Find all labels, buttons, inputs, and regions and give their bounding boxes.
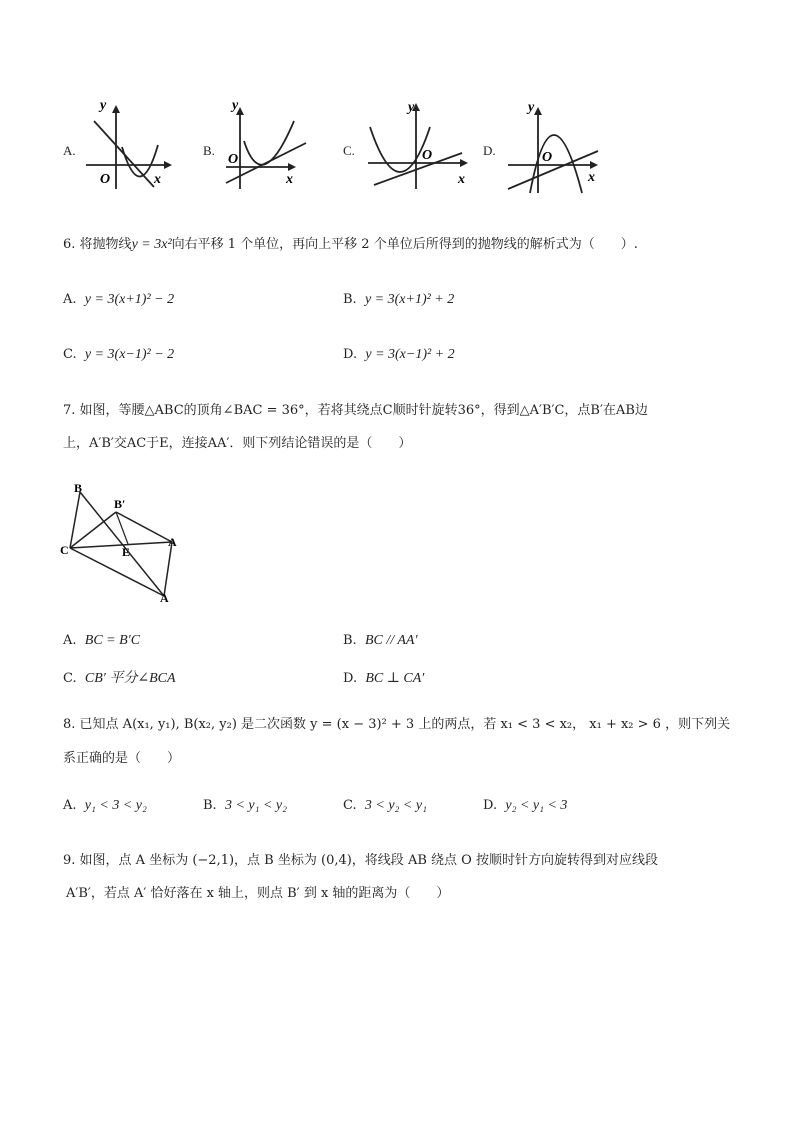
q8-option-d[interactable] <box>483 797 567 815</box>
q8-option-b[interactable] <box>203 797 287 815</box>
y-axis-label: y <box>100 98 107 113</box>
q8-option-b-label: B. <box>203 798 217 813</box>
label-e: E <box>122 545 131 559</box>
x-axis-arrow <box>288 163 296 171</box>
x-axis-arrow <box>590 161 598 169</box>
y-axis-label: y <box>232 98 239 113</box>
segment-bc <box>70 492 80 548</box>
q8-option-a-label: A. <box>63 798 77 813</box>
q6-expr: y = 3x² <box>131 237 172 252</box>
segment-b-prime-a-prime <box>116 512 172 542</box>
x-axis-label: x <box>286 172 293 187</box>
segment-ca <box>70 548 164 596</box>
q7-stem-line1 <box>63 402 648 420</box>
q6-option-b[interactable] <box>343 291 454 309</box>
origin-label: O <box>100 172 111 187</box>
x-axis-arrow <box>460 159 468 167</box>
parabola <box>370 127 433 172</box>
q7-option-d-label: D. <box>343 671 358 686</box>
q5-option-d-label: D. <box>483 143 496 158</box>
q7-option-c-label: C. <box>63 671 77 686</box>
q5-graph-a <box>82 97 178 193</box>
q6-text-after: 向右平移 1 个单位，再向上平移 2 个单位后所得到的抛物线的解析式为（ ）. <box>171 237 638 252</box>
label-b-prime: B′ <box>114 497 126 511</box>
x-axis-label: x <box>588 170 595 185</box>
q7-option-b-expr: BC // AA′ <box>364 633 418 648</box>
label-a: A <box>160 591 169 605</box>
q6-option-b-label: B. <box>343 292 357 307</box>
label-b: B <box>74 481 83 495</box>
x-axis-label: x <box>458 172 465 187</box>
q7-line1-text: 如图，等腰△ABC的顶角∠BAC = 36°，若将其绕点C顺时针旋转36°，得到△A′B′C，点B′在AB边 <box>79 403 648 418</box>
origin-label: O <box>228 152 239 167</box>
q6-text-before: 将抛物线 <box>79 237 132 252</box>
q6-option-c-label: C. <box>63 347 77 362</box>
q6-option-d-expr: y = 3(x−1)² + 2 <box>365 347 455 362</box>
q5-graph-b <box>222 97 318 193</box>
q7-option-d-expr: BC ⊥ CA′ <box>365 671 425 686</box>
line <box>508 151 598 189</box>
q5-graph-d <box>502 97 606 197</box>
origin-label: O <box>422 148 433 163</box>
q7-figure <box>60 478 190 606</box>
q6-number: 6. <box>63 237 76 252</box>
segment-cb-prime <box>70 512 116 548</box>
y-axis-label: y <box>408 100 415 115</box>
label-a-prime: A <box>168 535 177 549</box>
q7-option-a-expr: BC = B′C <box>84 633 141 648</box>
q7-option-c[interactable] <box>63 670 176 688</box>
q8-option-c-expr: 3 < y₂ < y₁ <box>364 798 427 813</box>
segment-aa-prime <box>164 542 172 596</box>
q8-option-a[interactable] <box>63 797 147 815</box>
q8-option-c-label: C. <box>343 798 357 813</box>
q9-stem-line2: A′B′，若点 A′ 恰好落在 x 轴上，则点 B′ 到 x 轴的距离为（ ） <box>66 886 450 901</box>
x-axis-label: x <box>154 172 161 187</box>
x-axis-arrow <box>164 161 172 169</box>
q6-option-d[interactable] <box>343 346 455 364</box>
q9-line1-text: 如图，点 A 坐标为 (−2,1)，点 B 坐标为 (0,4)，将线段 AB 绕点 O 按顺时针方向旋转得到对应线段 <box>79 853 658 868</box>
q7-option-c-expr: CB′ 平分∠BCA <box>84 671 176 686</box>
q8-option-b-expr: 3 < y₁ < y₂ <box>224 798 288 813</box>
q6-option-c-expr: y = 3(x−1)² − 2 <box>84 347 175 362</box>
q7-option-a-label: A. <box>63 633 77 648</box>
y-axis-arrow <box>112 105 120 113</box>
line <box>374 153 462 185</box>
q5-option-b-label: B. <box>203 143 215 158</box>
q5-option-a-label: A. <box>63 143 76 158</box>
q7-option-a[interactable] <box>63 632 140 650</box>
parabola <box>244 121 294 165</box>
q8-option-a-expr: y₁ < 3 < y₂ <box>84 798 147 813</box>
q6-option-c[interactable] <box>63 346 174 364</box>
q8-option-c[interactable] <box>343 797 427 815</box>
q6-option-a-expr: y = 3(x+1)² − 2 <box>84 292 175 307</box>
q6-stem <box>63 236 638 254</box>
q7-option-b[interactable] <box>343 632 418 650</box>
q6-option-a-label: A. <box>63 292 77 307</box>
q6-option-b-expr: y = 3(x+1)² + 2 <box>364 292 455 307</box>
q6-option-a[interactable] <box>63 291 174 309</box>
q9-number: 9. <box>63 853 76 868</box>
q9-stem-line1 <box>63 852 658 870</box>
label-c: C <box>60 543 69 557</box>
q7-option-d[interactable] <box>343 670 424 688</box>
q5-option-c-label: C. <box>343 143 355 158</box>
q5-graph-c <box>364 97 476 193</box>
q8-stem-line2: 系正确的是（ ） <box>63 751 181 766</box>
q7-option-b-label: B. <box>343 633 357 648</box>
q8-line1-text: 已知点 A(x₁, y₁), B(x₂, y₂) 是二次函数 y = (x − 3)² + 3 上的两点，若 x₁ < 3 < x₂， x₁ + x₂ > 6 ，则下列关 <box>79 717 731 732</box>
q7-number: 7. <box>63 403 76 418</box>
q8-option-d-label: D. <box>483 798 498 813</box>
q8-stem-line1 <box>63 716 730 734</box>
q8-number: 8. <box>63 717 76 732</box>
q8-option-d-expr: y₂ < y₁ < 3 <box>505 798 568 813</box>
origin-label: O <box>542 150 553 165</box>
y-axis-arrow <box>534 107 542 115</box>
y-axis-label: y <box>528 100 535 115</box>
q7-stem-line2: 上，A′B′交AC于E，连接AA′．则下列结论错误的是（ ） <box>63 436 412 451</box>
q6-option-d-label: D. <box>343 347 358 362</box>
